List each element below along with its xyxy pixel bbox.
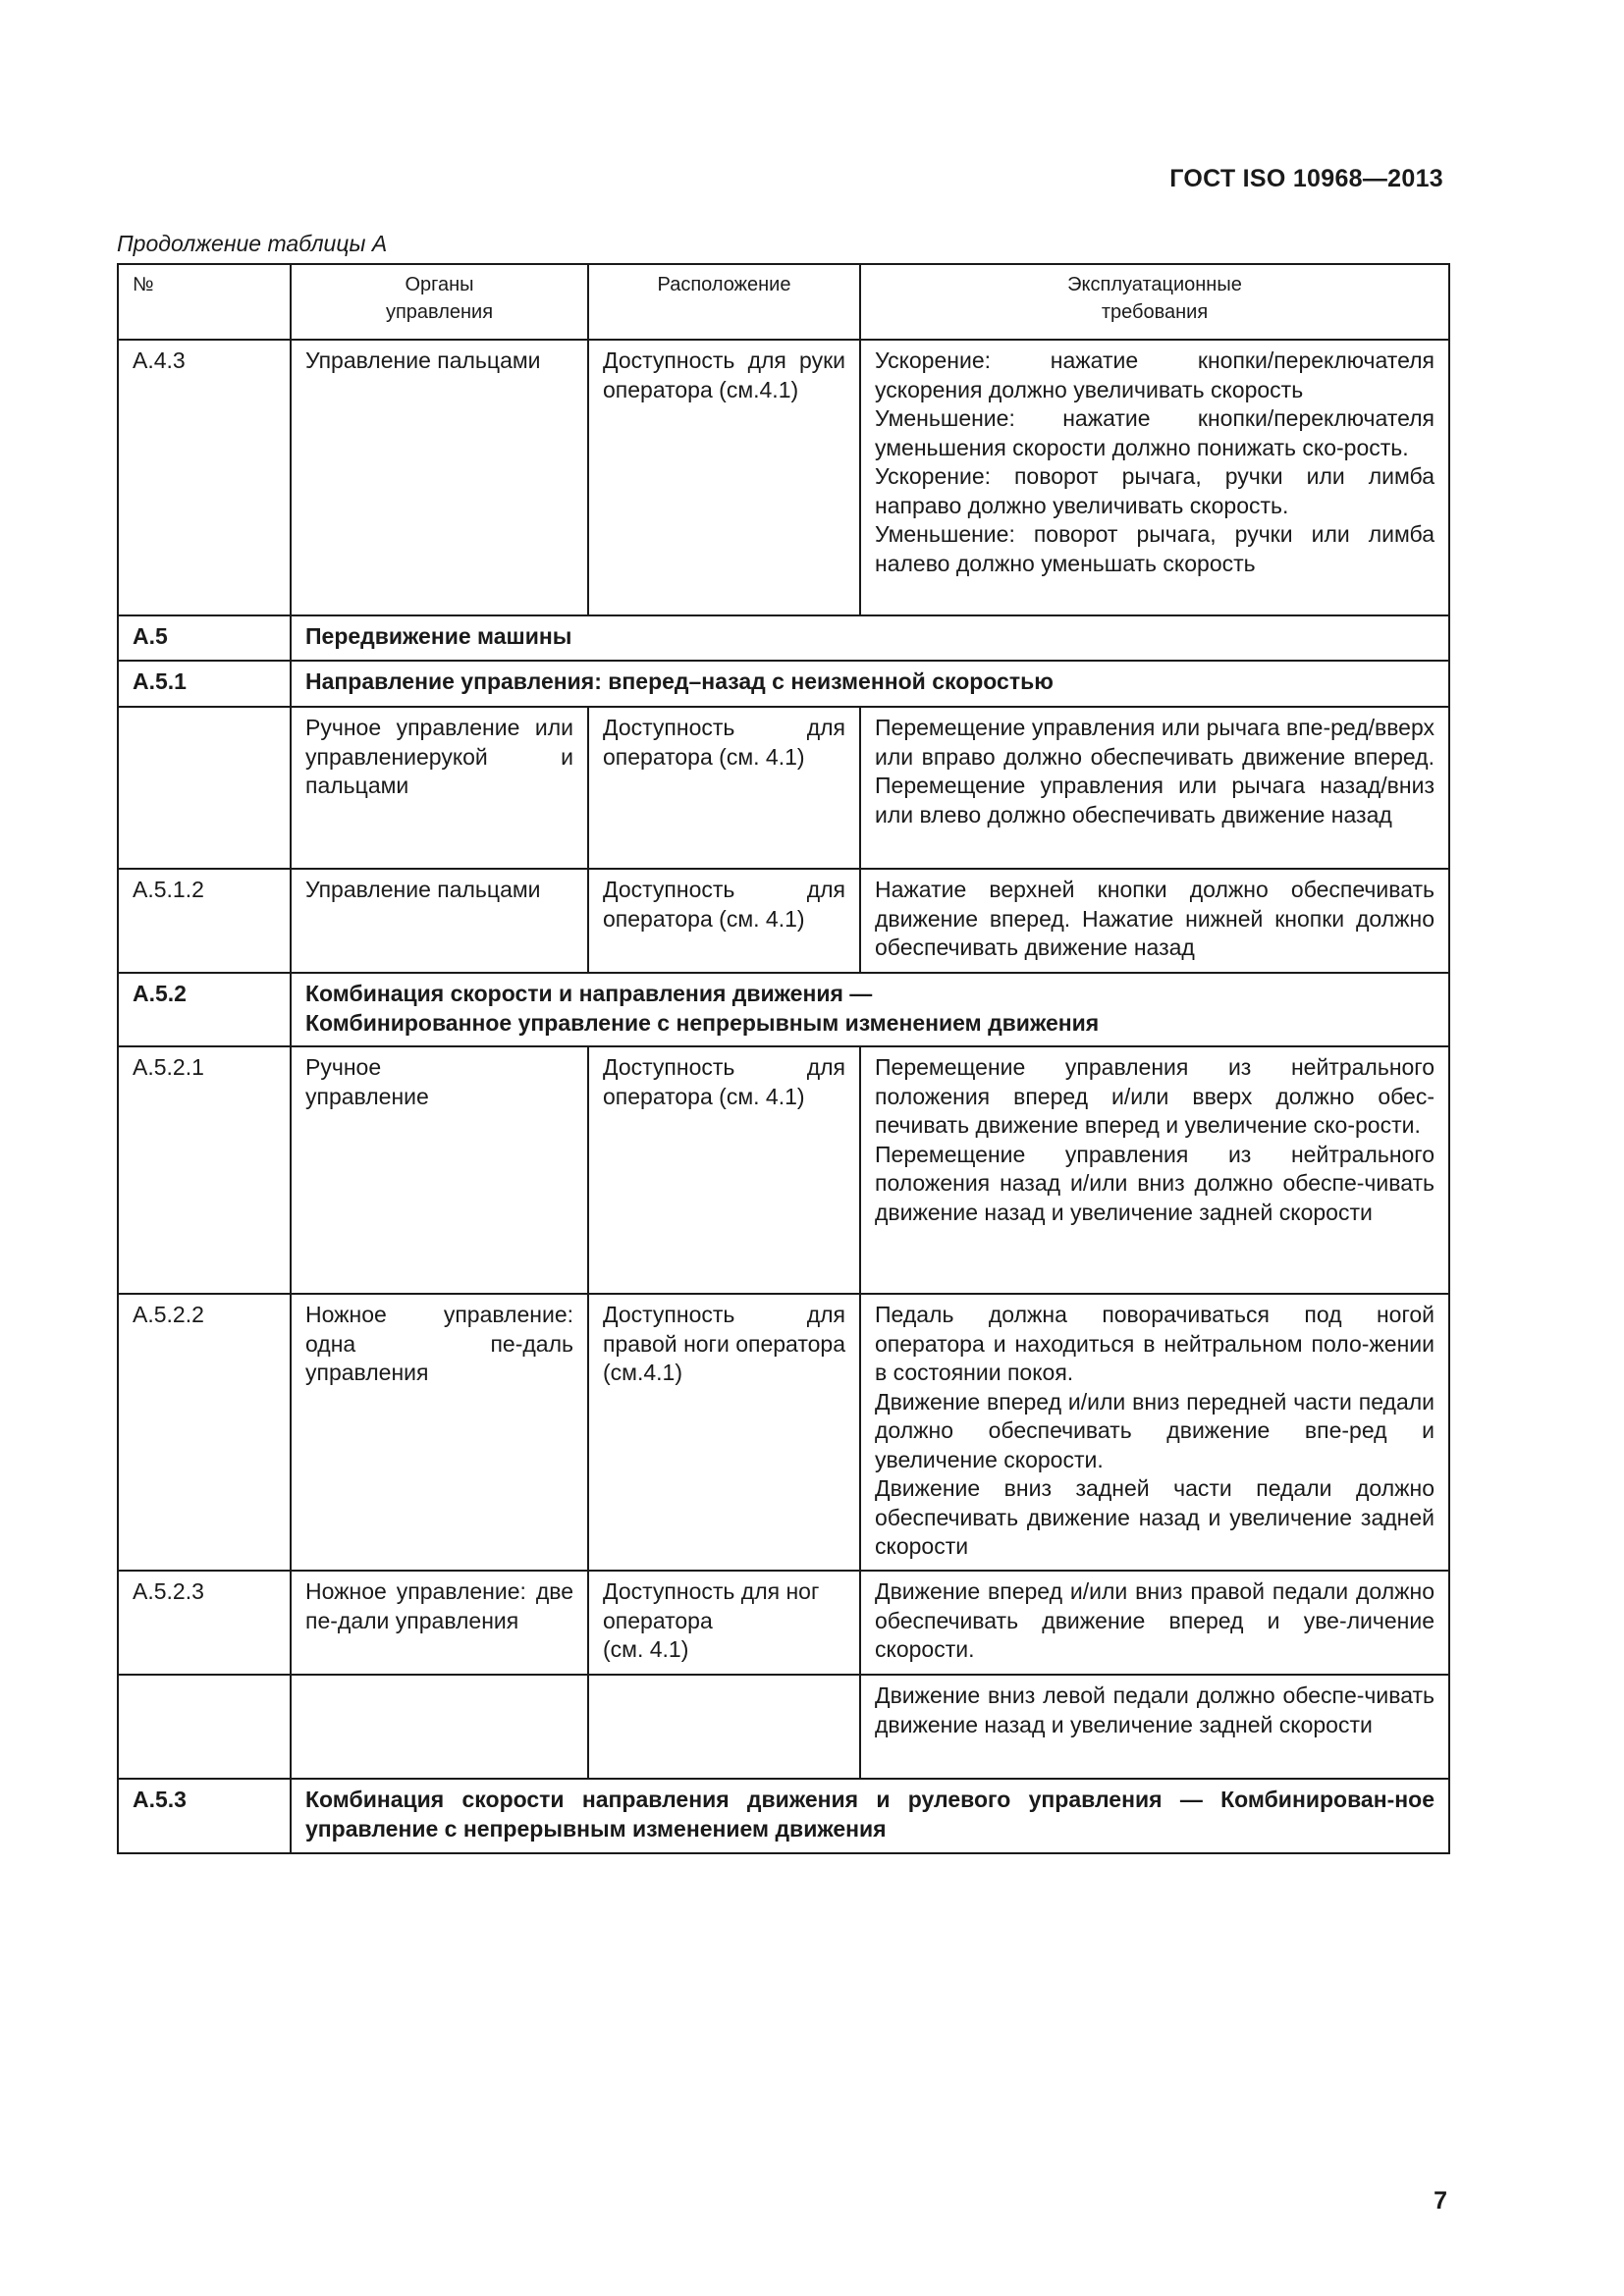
section-number: А.5.3 bbox=[118, 1779, 291, 1853]
row-control: Управление пальцами bbox=[291, 340, 588, 615]
section-row bbox=[118, 1779, 1449, 1853]
section-row bbox=[118, 615, 1449, 661]
row-requirements: Движение вниз левой педали должно обеспе-чивать движение назад и увеличение задней скорости bbox=[860, 1675, 1449, 1779]
row-number: А.5.1.2 bbox=[118, 869, 291, 973]
table-row bbox=[118, 1294, 1449, 1571]
row-location: Доступность для оператора (см. 4.1) bbox=[588, 1046, 860, 1294]
table-row bbox=[118, 707, 1449, 869]
table-row bbox=[118, 1571, 1449, 1675]
section-title: Направление управления: вперед–назад с неизменной скоростью bbox=[291, 661, 1449, 707]
table-header-row bbox=[118, 264, 1449, 340]
row-number: А.4.3 bbox=[118, 340, 291, 615]
table-row bbox=[118, 340, 1449, 615]
section-title: Передвижение машины bbox=[291, 615, 1449, 661]
row-requirements: Перемещение управления или рычага впе-ред/вверх или вправо должно обеспечивать движение вперед. Перемещение управления или рычага назад/вниз или влево должно обеспечивать движение назад bbox=[860, 707, 1449, 869]
section-number: А.5.2 bbox=[118, 973, 291, 1046]
row-location: Доступность для руки оператора (см.4.1) bbox=[588, 340, 860, 615]
section-title: Комбинация скорости направления движения и рулевого управления — Комбинирован-ное управление с непрерывным изменением движения bbox=[291, 1779, 1449, 1853]
document-id: ГОСТ ISO 10968—2013 bbox=[1169, 165, 1443, 192]
table-row bbox=[118, 1046, 1449, 1294]
row-control: Ручное управление bbox=[291, 1046, 588, 1294]
row-control: Ножное управление: две пе-дали управления bbox=[291, 1571, 588, 1675]
row-requirements: Движение вперед и/или вниз правой педали должно обеспечивать движение вперед и уве-личение скорости. bbox=[860, 1571, 1449, 1675]
section-number: А.5.1 bbox=[118, 661, 291, 707]
row-number bbox=[118, 1675, 291, 1779]
row-requirements: Ускорение: нажатие кнопки/переключателя ускорения должно увеличивать скорость Уменьшение: нажатие кнопки/переключателя уменьшения скорости должно понижать ско-рость. Ускорение: поворот рычага, ручки или лимба направо должно увеличивать скорость. Уменьшение: поворот рычага, ручки или лимба налево должно уменьшать скорость bbox=[860, 340, 1449, 615]
row-number bbox=[118, 707, 291, 869]
column-header-controls: Органы управления bbox=[291, 264, 588, 340]
column-header-location: Расположение bbox=[588, 264, 860, 340]
row-control: Ручное управление или управлениерукой и пальцами bbox=[291, 707, 588, 869]
row-number: А.5.2.2 bbox=[118, 1294, 291, 1571]
row-location: Доступность для оператора (см. 4.1) bbox=[588, 869, 860, 973]
row-location: Доступность для правой ноги оператора (см.4.1) bbox=[588, 1294, 860, 1571]
section-title: Комбинация скорости и направления движения — Комбинированное управление с непрерывным изменением движения bbox=[291, 973, 1449, 1046]
row-requirements: Педаль должна поворачиваться под ногой оператора и находиться в нейтральном поло-жении в состоянии покоя. Движение вперед и/или вниз передней части педали должно обеспечивать движение впе-ред и увеличение скорости. Движение вниз задней части педали должно обеспечивать движение назад и увеличение задней скорости bbox=[860, 1294, 1449, 1571]
section-row bbox=[118, 973, 1449, 1046]
row-control: Управление пальцами bbox=[291, 869, 588, 973]
section-row bbox=[118, 661, 1449, 707]
column-header-number: № bbox=[118, 264, 291, 340]
row-control bbox=[291, 1675, 588, 1779]
row-requirements: Нажатие верхней кнопки должно обеспечивать движение вперед. Нажатие нижней кнопки должно обеспечивать движение назад bbox=[860, 869, 1449, 973]
row-location: Доступность для ног оператора (см. 4.1) bbox=[588, 1571, 860, 1675]
row-number: А.5.2.1 bbox=[118, 1046, 291, 1294]
table-row bbox=[118, 1675, 1449, 1779]
column-header-requirements: Эксплуатационные требования bbox=[860, 264, 1449, 340]
row-location bbox=[588, 1675, 860, 1779]
table-row bbox=[118, 869, 1449, 973]
section-number: А.5 bbox=[118, 615, 291, 661]
row-requirements: Перемещение управления из нейтрального положения вперед и/или вверх должно обес-печивать движение вперед и увеличение ско-рости. Перемещение управления из нейтрального положения назад и/или вниз должно обеспе-чивать движение назад и увеличение задней скорости bbox=[860, 1046, 1449, 1294]
row-location: Доступность для оператора (см. 4.1) bbox=[588, 707, 860, 869]
row-number: А.5.2.3 bbox=[118, 1571, 291, 1675]
specification-table bbox=[117, 263, 1450, 1854]
table-caption: Продолжение таблицы А bbox=[117, 231, 388, 256]
page-number: 7 bbox=[1434, 2187, 1447, 2215]
row-control: Ножное управление: одна пе-даль управления bbox=[291, 1294, 588, 1571]
